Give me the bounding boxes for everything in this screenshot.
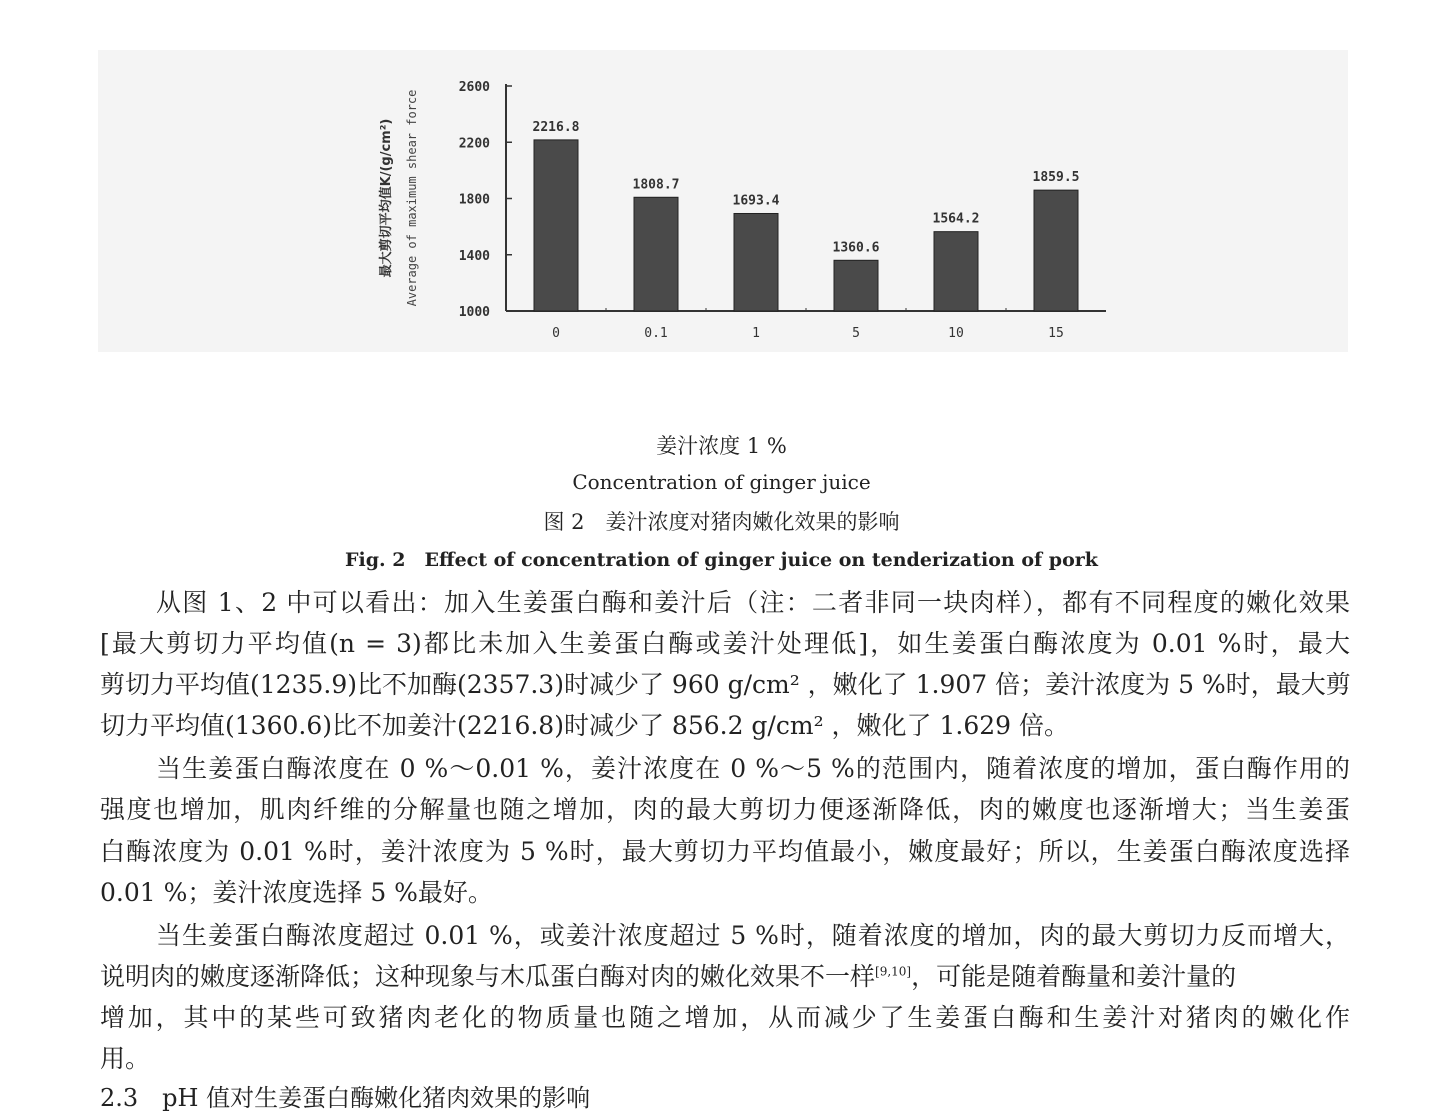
- body-text: 说明肉的嫩度逐渐降低；这种现象与木瓜蛋白酶对肉的嫩化效果不一样: [100, 962, 876, 991]
- body-line: 增加，其中的某些可致猪肉老化的物质量也随之增加，从而减少了生姜蛋白酶和生姜汁对猪肉的嫩化作: [100, 1003, 1350, 1032]
- x-tick-label: 10: [948, 326, 964, 341]
- data-label: 1808.7: [632, 177, 680, 193]
- figure-caption-cn: 图 2 姜汁浓度对猪肉嫩化效果的影响: [543, 510, 900, 534]
- x-axis-label-cn: 姜汁浓度 1 %: [656, 434, 787, 458]
- body-line: 用。: [100, 1044, 151, 1073]
- y-tick-label: 1800: [458, 192, 490, 208]
- figure-image: [98, 50, 1348, 352]
- x-axis-label-en: Concentration of ginger juice: [572, 470, 871, 494]
- y-axis-label-en: Average of maximum shear force: [405, 89, 419, 307]
- bar: [834, 260, 878, 311]
- y-tick-label: 2200: [458, 136, 490, 152]
- bar: [534, 140, 578, 311]
- x-tick-label: 5: [852, 326, 860, 341]
- body-line: 当生姜蛋白酶浓度超过 0.01 %，或姜汁浓度超过 5 %时，随着浓度的增加，肉的最大剪切力反而增大，: [156, 921, 1350, 950]
- y-tick-label: 1400: [458, 248, 490, 264]
- body-text: ，可能是随着酶量和姜汁量的: [911, 962, 1237, 991]
- data-label: 1564.2: [932, 211, 980, 227]
- section-heading: 2.3 pH 值对生姜蛋白酶嫩化猪肉效果的影响: [100, 1084, 591, 1112]
- x-tick-label: 0.1: [644, 326, 668, 341]
- bar: [1034, 190, 1078, 311]
- y-axis-label-cn: 最大剪切平均值K/(g/cm²): [379, 118, 394, 278]
- bar: [934, 232, 978, 311]
- x-tick-label: 0: [552, 326, 560, 341]
- citation: [9,10]: [875, 964, 912, 979]
- y-tick-label: 1000: [458, 305, 490, 320]
- bar-chart: [98, 50, 1348, 352]
- x-tick-label: 1: [752, 326, 760, 341]
- body-line: 强度也增加，肌肉纤维的分解量也随之增加，肉的最大剪切力便逐渐降低，肉的嫩度也逐渐增大；当生姜蛋: [100, 795, 1350, 824]
- body-line: 白酶浓度为 0.01 %时，姜汁浓度为 5 %时，最大剪切力平均值最小，嫩度最好；所以，生姜蛋白酶浓度选择: [100, 837, 1350, 866]
- data-label: 1859.5: [1032, 170, 1080, 186]
- data-label: 2216.8: [532, 119, 580, 135]
- body-line: 剪切力平均值(1235.9)比不加酶(2357.3)时减少了 960 g/cm² ，嫩化了 1.907 倍；姜汁浓度为 5 %时，最大剪: [100, 670, 1351, 699]
- y-tick-label: 2600: [458, 80, 490, 95]
- body-line: 从图 1、2 中可以看出：加入生姜蛋白酶和姜汁后（注：二者非同一块肉样），都有不同程度的嫩化效果: [156, 588, 1350, 617]
- body-line: 0.01 %；姜汁浓度选择 5 %最好。: [100, 878, 493, 907]
- data-label: 1693.4: [732, 193, 780, 209]
- body-line: [最大剪切力平均值(n = 3)都比未加入生姜蛋白酶或姜汁处理低]，如生姜蛋白酶浓度为 0.01 %时，最大: [100, 629, 1350, 658]
- body-line: 当生姜蛋白酶浓度在 0 %～0.01 %，姜汁浓度在 0 %～5 %的范围内，随着浓度的增加，蛋白酶作用的: [156, 754, 1350, 783]
- x-tick-label: 15: [1048, 326, 1064, 341]
- data-label: 1360.6: [832, 240, 880, 256]
- body-line: [100, 957, 1350, 993]
- figure-caption-en: Fig. 2 Effect of concentration of ginger juice on tenderization of pork: [345, 549, 1098, 571]
- body-line: 切力平均值(1360.6)比不加姜汁(2216.8)时减少了 856.2 g/cm² ，嫩化了 1.629 倍。: [100, 711, 1069, 740]
- bar: [634, 197, 678, 311]
- bar: [734, 213, 778, 311]
